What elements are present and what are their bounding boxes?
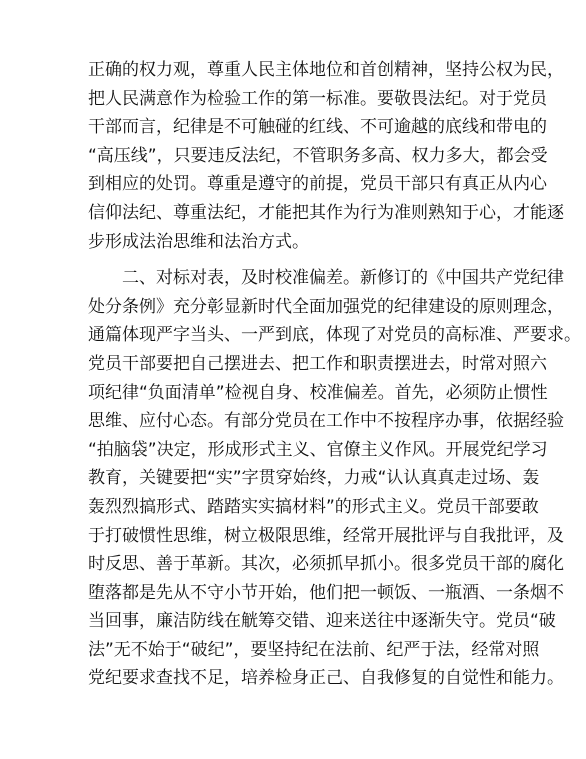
text-line: 轰烈烈搞形式、踏踏实实搞材料”的形式主义。党员干部要敢 xyxy=(88,496,539,517)
paragraph-2 xyxy=(88,264,581,693)
paragraph-1 xyxy=(88,56,564,256)
paragraph-gap xyxy=(88,256,508,264)
text-line: 思维、应付心态。有部分党员在工作中不按程序办事，依据经验 xyxy=(88,411,564,432)
text-line: 二、对标对表，及时校准偏差。新修订的《中国共产党纪律 xyxy=(88,268,564,289)
text-line: 项纪律“负面清单”检视自身、校准偏差。首先，必须防止惯性 xyxy=(88,382,548,403)
text-line: 步形成法治思维和法治方式。 xyxy=(88,231,309,252)
text-line: “拍脑袋”决定，形成形式主义、官僚主义作风。开展党纪学习 xyxy=(88,439,548,460)
text-line: 把人民满意作为检验工作的第一标准。要敬畏法纪。对于党员 xyxy=(88,88,547,109)
text-line: 正确的权力观，尊重人民主体地位和首创精神，坚持公权为民， xyxy=(88,60,564,80)
document-body xyxy=(88,56,581,693)
text-line: 堕落都是先从不守小节开始，他们把一顿饭、一瓶酒、一条烟不 xyxy=(88,582,564,603)
text-line: 党员干部要把自己摆进去、把工作和职责摆进去，时常对照六 xyxy=(88,353,547,374)
text-line: 于打破惯性思维，树立极限思维，经常开展批评与自我批评，及 xyxy=(88,525,564,546)
text-line: “高压线”，只要违反法纪，不管职务多高、权力多大，都会受 xyxy=(88,145,548,166)
text-line: 当回事，廉洁防线在觥筹交错、迎来送往中逐渐失守。党员“破 xyxy=(88,611,556,632)
text-line: 时反思、善于革新。其次，必须抓早抓小。很多党员干部的腐化 xyxy=(88,554,564,575)
text-line: 信仰法纪、尊重法纪，才能把其作为行为准则熟知于心，才能逐 xyxy=(88,202,564,223)
text-line: 到相应的处罚。尊重是遵守的前提，党员干部只有真正从内心 xyxy=(88,174,547,195)
text-line: 党纪要求查找不足，培养检身正己、自我修复的自觉性和能力。 xyxy=(88,668,564,689)
text-line: 法”无不始于“破纪”，要坚持纪在法前、纪严于法，经常对照 xyxy=(88,639,540,660)
text-line: 处分条例》充分彰显新时代全面加强党的纪律建设的原则理念， xyxy=(88,296,564,317)
text-line: 教育，关键要把“实”字贯穿始终，力戒“认认真真走过场、轰 xyxy=(88,468,540,489)
text-line: 干部而言，纪律是不可触碰的红线、不可逾越的底线和带电的 xyxy=(88,117,547,138)
text-line: 通篇体现严字当头、一严到底，体现了对党员的高标准、严要求。 xyxy=(88,325,581,346)
